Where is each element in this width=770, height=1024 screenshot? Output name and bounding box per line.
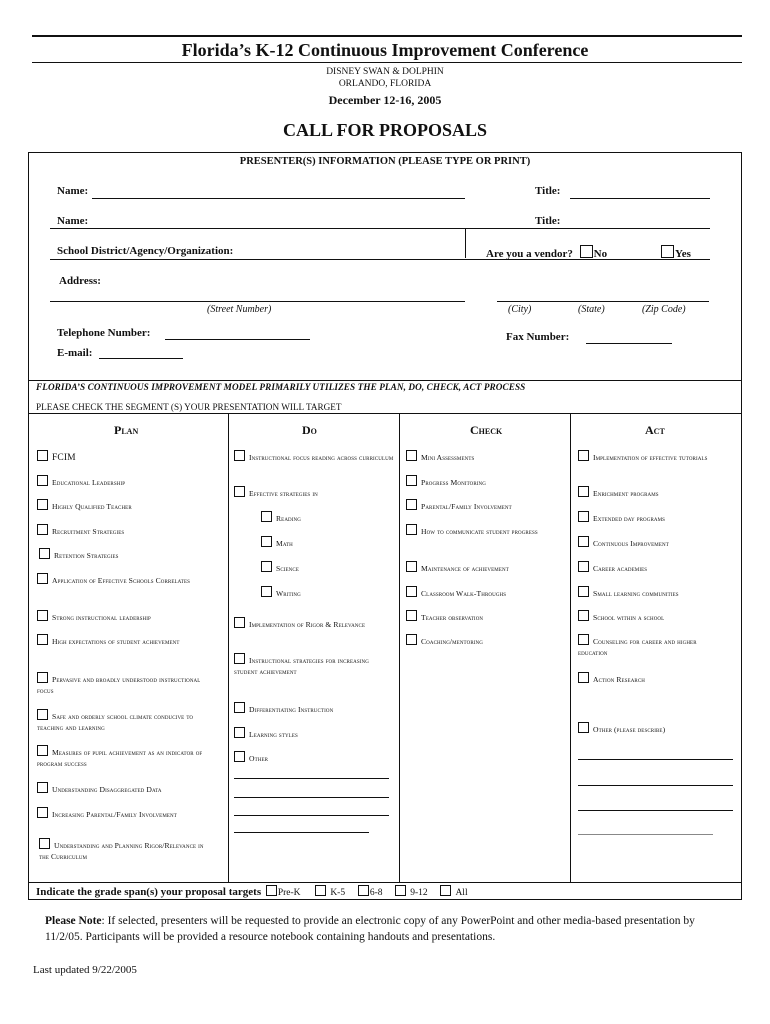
title-label-2: Title: (535, 215, 561, 227)
checkbox[interactable] (578, 511, 589, 522)
checkbox[interactable] (261, 511, 272, 522)
email-field[interactable] (99, 358, 183, 359)
act-other-line-1[interactable] (578, 759, 733, 760)
checkbox[interactable] (578, 536, 589, 547)
phone-field[interactable] (165, 339, 310, 340)
checkbox[interactable] (234, 617, 245, 628)
plan-item[interactable]: Application of Effective Schools Correlates (37, 573, 217, 586)
name-label-1: Name: (57, 185, 89, 197)
do-item[interactable]: Implementation of Rigor & Relevance (234, 617, 384, 630)
grade-prek-label: Pre-K (277, 888, 301, 898)
address-label: Address: (59, 275, 101, 287)
column-plan: Plan (114, 423, 139, 437)
checkbox[interactable] (37, 524, 48, 535)
do-item[interactable]: Effective strategies in (234, 486, 394, 499)
checkbox[interactable] (37, 634, 48, 645)
act-item[interactable]: Action Research (578, 672, 733, 685)
state-caption: (State) (578, 304, 605, 315)
act-other-line-2[interactable] (578, 785, 733, 786)
act-item[interactable]: Counseling for career and higher education (578, 634, 728, 658)
vendor-yes-checkbox[interactable] (661, 245, 674, 258)
checkbox[interactable] (578, 486, 589, 497)
checkbox[interactable] (406, 610, 417, 621)
street-field[interactable] (50, 301, 465, 302)
do-item[interactable]: Other (234, 751, 394, 764)
plan-item[interactable]: Increasing Parental/Family Involvement (37, 807, 197, 820)
city-caption: (City) (508, 304, 532, 315)
plan-item[interactable]: Retention Strategies (39, 548, 225, 561)
act-other-line-4[interactable] (578, 834, 713, 835)
checkbox[interactable] (406, 499, 417, 510)
plan-item[interactable]: Safe and orderly school climate conducive to teaching and learning (37, 709, 217, 733)
do-other-line-3[interactable] (234, 815, 389, 816)
checkbox[interactable] (39, 548, 50, 559)
grade-all-label: All (455, 888, 468, 898)
note-text: : If selected, presenters will be requested to provide an electronic copy of any PowerPoint and other media-based presentation by 11/2/05. Participants will be provided a resource notebook containing handouts and presentations. (45, 915, 695, 943)
act-item[interactable]: Other (please describe) (578, 722, 733, 735)
do-other-line-1[interactable] (234, 778, 389, 779)
grade-912-checkbox[interactable] (395, 885, 406, 896)
do-item[interactable]: Science (261, 561, 391, 574)
check-item[interactable]: Progress Monitoring (406, 475, 566, 488)
vendor-no-label: No (593, 248, 608, 260)
plan-item[interactable]: Measures of pupil achievement as an indicator of program success (37, 745, 217, 769)
col-divider-1 (228, 413, 229, 883)
zip-caption: (Zip Code) (642, 304, 686, 315)
grade-68-checkbox[interactable] (358, 885, 369, 896)
act-item[interactable]: Career academies (578, 561, 733, 574)
col-divider-3 (570, 413, 571, 883)
phone-label: Telephone Number: (57, 327, 151, 339)
column-do: Do (302, 423, 317, 437)
grade-68-label: 6-8 (369, 888, 383, 898)
name-field-1[interactable] (92, 198, 465, 199)
plan-item[interactable]: Recruitment Strategies (37, 524, 225, 537)
do-other-line-2[interactable] (234, 797, 389, 798)
checkbox[interactable] (578, 672, 589, 683)
header-bottom-rule (32, 62, 742, 63)
header-top-rule (32, 35, 742, 37)
checkbox[interactable] (37, 782, 48, 793)
plan-item[interactable]: Highly Qualified Teacher (37, 499, 225, 512)
plan-item[interactable]: High expectations of student achievement (37, 634, 207, 647)
checkbox[interactable] (37, 807, 48, 818)
act-item[interactable]: School within a school (578, 610, 733, 623)
model-instruction: PLEASE CHECK THE SEGMENT (S) YOUR PRESENTATION WILL TARGET (36, 402, 342, 412)
checkbox[interactable] (37, 610, 48, 621)
plan-item[interactable]: Understanding Disaggregated Data (37, 782, 225, 795)
grade-k5-checkbox[interactable] (315, 885, 326, 896)
model-heading: FLORIDA’S CONTINUOUS IMPROVEMENT MODEL PRIMARILY UTILIZES THE PLAN, DO, CHECK, ACT PROCESS (36, 382, 526, 392)
checkbox[interactable] (37, 709, 48, 720)
fax-label: Fax Number: (506, 331, 570, 343)
vendor-yes (661, 245, 691, 260)
conference-dates: December 12-16, 2005 (328, 93, 442, 107)
checkbox[interactable] (578, 450, 589, 461)
column-act: Act (645, 423, 665, 437)
checkbox[interactable] (406, 524, 417, 535)
conference-title: Florida’s K-12 Continuous Improvement Conference (181, 40, 589, 60)
checkbox[interactable] (406, 586, 417, 597)
city-state-zip-field[interactable] (497, 301, 709, 302)
checkbox[interactable] (406, 450, 417, 461)
grade-span-row (36, 885, 468, 898)
grade-prek-checkbox[interactable] (266, 885, 277, 896)
title-field-1[interactable] (570, 198, 710, 199)
presenter-section-title: PRESENTER(S) INFORMATION (PLEASE TYPE OR PRINT) (239, 156, 531, 167)
vendor-yes-label: Yes (675, 248, 691, 260)
vendor-no-checkbox[interactable] (580, 245, 593, 258)
columns-top-rule (28, 413, 741, 414)
checkbox[interactable] (406, 634, 417, 645)
name-label-2: Name: (57, 215, 89, 227)
act-item[interactable]: Implementation of effective tutorials (578, 450, 733, 463)
grade-912-label: 9-12 (410, 888, 428, 898)
model-divider (28, 380, 741, 381)
call-title: CALL FOR PROPOSALS (282, 120, 488, 140)
org-divider (465, 228, 466, 258)
grade-all-checkbox[interactable] (440, 885, 451, 896)
checkbox[interactable] (578, 586, 589, 597)
checkbox[interactable] (234, 702, 245, 713)
checkbox[interactable] (39, 838, 50, 849)
check-item[interactable]: Teacher observation (406, 610, 566, 623)
title-label-1: Title: (535, 185, 561, 197)
name-field-2[interactable] (50, 228, 710, 229)
check-item[interactable]: Classroom Walk-Throughs (406, 586, 566, 599)
fax-field[interactable] (586, 343, 672, 344)
column-check: Check (470, 423, 503, 437)
organization-field[interactable] (50, 259, 710, 260)
act-item[interactable]: Enrichment programs (578, 486, 733, 499)
venue: DISNEY SWAN & DOLPHIN (326, 67, 444, 77)
checkbox[interactable] (37, 672, 48, 683)
street-caption: (Street Number) (207, 304, 272, 315)
checkbox[interactable] (261, 561, 272, 572)
checkbox[interactable] (234, 727, 245, 738)
checkbox[interactable] (261, 536, 272, 547)
do-other-line-4[interactable] (234, 832, 369, 833)
checkbox[interactable] (234, 486, 245, 497)
col-divider-2 (399, 413, 400, 883)
checkbox[interactable] (578, 634, 589, 645)
checkbox[interactable] (406, 475, 417, 486)
check-item[interactable]: How to communicate student progress (406, 524, 566, 537)
plan-item[interactable]: Understanding and Planning Rigor/Relevance in the Curriculum (39, 838, 214, 862)
do-item[interactable]: Math (261, 536, 391, 549)
checkbox[interactable] (578, 610, 589, 621)
checkbox[interactable] (37, 450, 48, 461)
do-item[interactable]: Learning styles (234, 727, 394, 740)
act-item[interactable]: Extended day programs (578, 511, 733, 524)
do-item[interactable]: Reading (261, 511, 391, 524)
checkbox[interactable] (406, 561, 417, 572)
grade-span-label: Indicate the grade span(s) your proposal targets (36, 886, 262, 898)
act-item[interactable]: Continuous Improvement (578, 536, 733, 549)
organization-label: School District/Agency/Organization: (57, 245, 234, 257)
check-item[interactable]: Parental/Family Involvement (406, 499, 568, 512)
check-item[interactable]: Maintenance of achievement (406, 561, 568, 574)
checkbox[interactable] (261, 586, 272, 597)
checkbox[interactable] (578, 722, 589, 733)
note-label: Please Note (45, 915, 102, 927)
last-updated: Last updated 9/22/2005 (33, 964, 137, 976)
do-item[interactable]: Instructional strategies for increasing student achievement (234, 653, 389, 677)
act-item[interactable]: Small learning communities (578, 586, 736, 599)
checkbox[interactable] (37, 745, 48, 756)
act-other-line-3[interactable] (578, 810, 733, 811)
checkbox[interactable] (37, 573, 48, 584)
checkbox[interactable] (37, 475, 48, 486)
grades-divider (28, 882, 741, 883)
plan-item[interactable]: Pervasive and broadly understood instructional focus (37, 672, 207, 696)
plan-item[interactable]: FCIM (37, 450, 225, 464)
checkbox[interactable] (578, 561, 589, 572)
checkbox[interactable] (234, 751, 245, 762)
do-item[interactable]: Differentiating Instruction (234, 702, 394, 715)
do-item[interactable]: Writing (261, 586, 391, 599)
grade-k5-label: K-5 (330, 888, 346, 898)
plan-item[interactable]: Educational Leadership (37, 475, 225, 488)
checkbox[interactable] (234, 450, 245, 461)
note-paragraph (45, 913, 705, 945)
check-item[interactable]: Coaching/mentoring (406, 634, 566, 647)
email-label: E-mail: (57, 347, 93, 359)
plan-item[interactable]: Strong instructional leadership (37, 610, 225, 623)
check-item[interactable]: Mini Assessments (406, 450, 566, 463)
vendor-question: Are you a vendor? No (486, 245, 607, 260)
do-item[interactable]: Instructional focus reading across curriculum (234, 450, 394, 463)
checkbox[interactable] (37, 499, 48, 510)
city: ORLANDO, FLORIDA (338, 79, 432, 89)
checkbox[interactable] (234, 653, 245, 664)
